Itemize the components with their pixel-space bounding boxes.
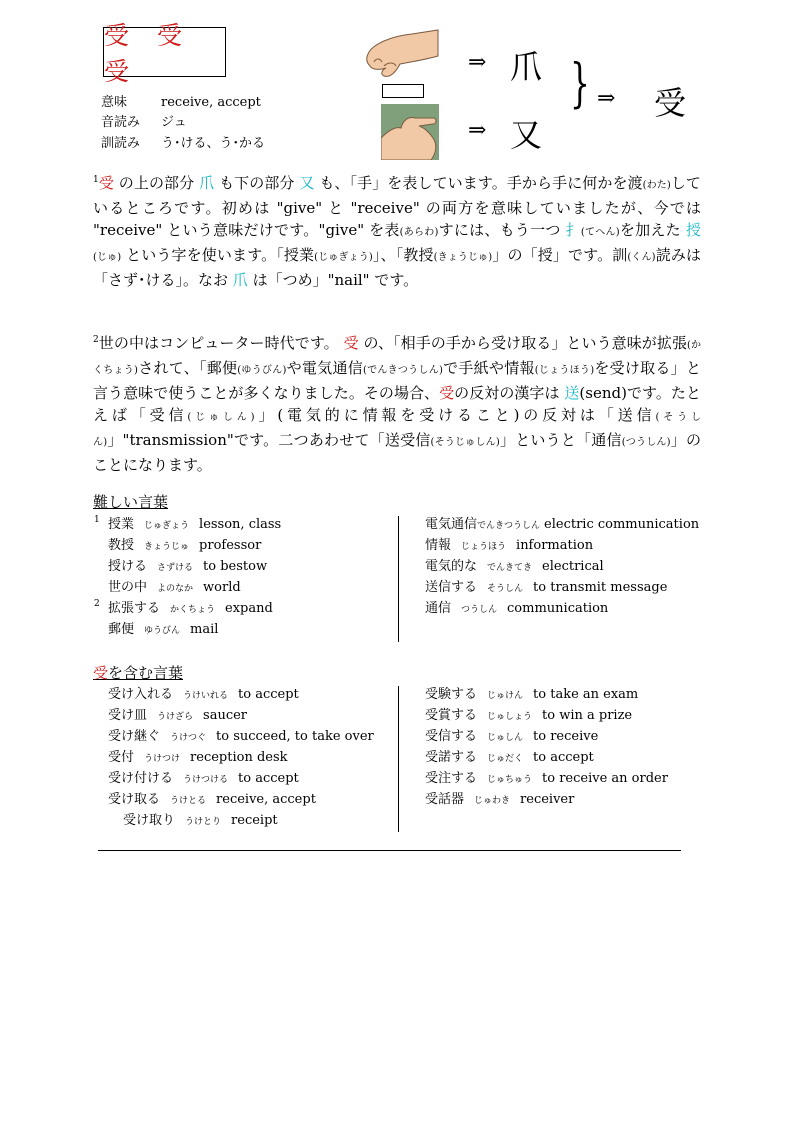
list-item: 世の中 よのなか world: [108, 580, 241, 595]
list-item: 受賞する じゅしょう to win a prize: [425, 708, 633, 723]
radical-highlight: 扌: [565, 221, 581, 239]
list-item: 受験する じゅけん to take an exam: [425, 687, 639, 702]
list-item: 受諾する じゅだく to accept: [425, 750, 594, 765]
list-item: 受け取る うけとる receive, accept: [108, 792, 316, 807]
hard-words-heading: 難しい言葉: [93, 493, 169, 511]
list-item: 2 拡張する かくちょう expand: [94, 599, 273, 616]
containing-words-right-list: [425, 684, 668, 810]
list-item: 電気的な でんきてき electrical: [425, 559, 604, 574]
bottom-divider: [98, 850, 681, 851]
heading-kanji: 受: [93, 664, 109, 682]
part-highlight: 爪: [232, 271, 248, 289]
kun-reading-label: 訓読み: [101, 136, 141, 151]
list-item: 受け入れる うけいれる to accept: [108, 687, 299, 702]
on-reading-value: ジュ: [161, 115, 187, 130]
kanji-highlight: 受: [98, 174, 114, 192]
meaning-label: 意味: [101, 95, 128, 110]
list-item: 受注する じゅちゅう to receive an order: [425, 771, 668, 786]
kun-reading-value: う･ける、う･かる: [161, 136, 266, 151]
bottom-part-char: 又: [510, 116, 543, 154]
list-item: 情報 じょうほう information: [425, 538, 594, 553]
meaning-value: receive, accept: [161, 95, 261, 110]
combining-brace: }: [570, 54, 590, 114]
list-item: 送信する そうしん to transmit message: [425, 580, 668, 595]
list-item: 受信する じゅしん to receive: [425, 729, 599, 744]
kanji-highlight: 受: [439, 384, 455, 402]
footnote-number: 2: [93, 335, 99, 345]
hand-from-below-illustration: [381, 104, 439, 160]
kanji-stroke-samples: 受 受 受: [104, 21, 192, 86]
arrow-to-bottom-part: ⇒: [468, 118, 487, 143]
hand-from-above-illustration: [362, 26, 442, 82]
list-item: 郵便 ゆうびん mail: [108, 622, 219, 637]
list-item: 1 授業 じゅぎょう lesson, class: [94, 515, 282, 532]
part-highlight: 又: [299, 174, 315, 192]
column-divider: [398, 686, 399, 832]
on-reading-row: [101, 111, 187, 130]
opposite-kanji-highlight: 送: [564, 384, 580, 402]
column-divider: [398, 516, 399, 642]
object-rectangle: [382, 84, 424, 98]
list-item: 受け皿 うけざら saucer: [108, 708, 248, 723]
on-reading-label: 音読み: [101, 115, 141, 130]
arrow-to-top-part: ⇒: [468, 50, 487, 75]
heading-text: を含む言葉: [108, 664, 184, 682]
part-highlight: 爪: [199, 174, 215, 192]
kanji-highlight: 受: [343, 334, 359, 352]
list-item: 通信 つうしん communication: [425, 601, 609, 616]
list-item: 受け継ぐ うけつぐ to succeed, to take over: [108, 729, 374, 744]
hard-words-left-list: [94, 514, 282, 640]
list-item: 受け取り うけとり receipt: [123, 813, 278, 828]
list-item: 電気通信でんきつうしん electric communication: [425, 517, 700, 532]
list-item: 教授 きょうじゅ professor: [108, 538, 262, 553]
containing-words-heading: [93, 662, 183, 683]
related-kanji-highlight: 授: [685, 221, 701, 239]
result-char: 受: [654, 84, 687, 122]
containing-words-left-list: [108, 684, 374, 831]
meaning-row: [101, 91, 261, 110]
arrow-to-result: ⇒: [597, 86, 616, 111]
kun-reading-row: [101, 132, 265, 151]
list-item: 授ける さずける to bestow: [108, 559, 268, 574]
explanation-paragraph-1: $^1$受 の上の部分 爪 も下の部分 又 も、「手」を表しています。手から手に何かを渡(わた)しているところです。初めは "give" と "receive" の両方を意味していましたが、今では "receive" という意味だけです。"give" を表(あらわ)すには、もう一つ 扌(てへん)を加えた 授(じゅ) という字を使います。「授業(じゅぎょう)」、「教授(きょうじゅ)」の「授」です。訓(くん)読みは「さず･ける」。なお 爪 は「つめ」"nail" です。: [93, 174, 701, 289]
list-item: 受話器 じゅわき receiver: [425, 792, 575, 807]
top-part-char: 爪: [510, 48, 543, 86]
list-item: 受付 うけつけ reception desk: [108, 750, 288, 765]
footnote-number: 1: [93, 175, 99, 185]
hard-words-right-list: [425, 514, 699, 619]
list-item: 受け付ける うけつける to accept: [108, 771, 299, 786]
explanation-paragraph-2: $^2$世の中はコンピューター時代です。 受 の、「相手の手から受け取る」という意味が拡張(かくちょう)されて、「郵便(ゆうびん)や電気通信(でんきつうしん)で手紙や情報(じょうほう)を受け取る」と言う意味で使うことが多くなりました。その場合、受の反対の漢字は 送(send)です。たとえば「受信(じゅしん)」(電気的に情報を受けること)の反対は「送信(そうしん)」"transmission"です。二つあわせて「送受信(そうじゅしん)」というと「通信(つうしん)」のことになります。: [93, 334, 701, 474]
kanji-stroke-box: [103, 21, 226, 86]
